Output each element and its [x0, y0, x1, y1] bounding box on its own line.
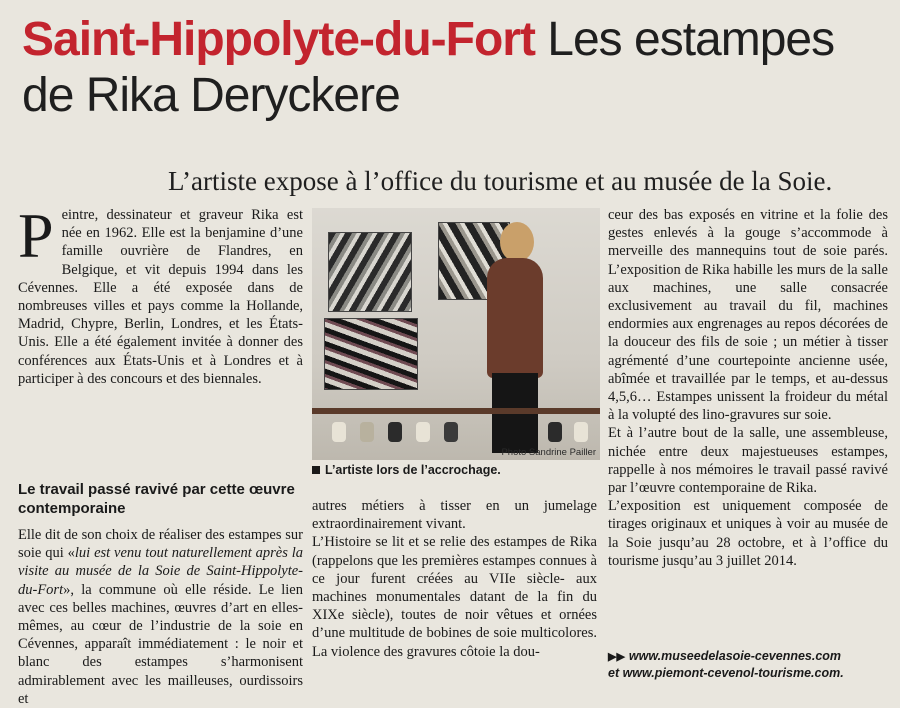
col3-paragraph-3: L’exposition est uniquement composée de tirages originaux et uniques à voir au musée de la Soie jusqu’au 28 octobre, et à l’office du tourisme jusqu’au 3 juillet 2014. — [608, 498, 888, 569]
section-quote: lui est venu tout naturellement après la visite au musée de la Soie de Saint-Hippolyte-du-Fort — [18, 545, 303, 598]
link-tourism[interactable]: et www.piemont-cevenol-tourisme.com. — [608, 666, 844, 680]
headline — [22, 12, 882, 124]
col3-paragraph-2: Et à l’autre bout de la salle, une assembleuse, nichée entre deux majestueuses estampes, rappelle à nos mémoires le travail passé ravivé par l’œuvre contemporaine de Rika. — [608, 425, 888, 497]
column-2 — [312, 497, 597, 661]
section-text-after-quote: », la commune où elle réside. Le lien avec ces belles machines, œuvres d’art en elles-mêmes, au cœur de l’industrie de la soie en Cévennes, apparaît immédiatement : le noir et blanc des estampes s’harmonisent admirablement avec les mailleuses, ourdissoirs et — [18, 581, 303, 707]
headline-title: Les estampes de Rika Deryckere — [22, 13, 835, 122]
photo-caption-text: L’artiste lors de l’accrochage. — [325, 463, 501, 477]
link-museum[interactable]: ▶▶ www.museedelasoie-cevennes.com — [608, 649, 842, 663]
spool — [444, 422, 458, 442]
col2-paragraph-2: L’Histoire se lit et se relie des estampes de Rika (rappelons que les premières estampes connues à ce jour furent créées au VIIe siècle- aux machines monumentales datant de la fin du XIXe siècle), toutes de noir vêtues et ornées d’une multitude de bobines de soie multicolores. La violence des gravures côtoie la dou- — [312, 534, 597, 660]
intro-paragraph — [18, 200, 303, 388]
caption-bullet-icon — [312, 466, 320, 474]
section-text-before-quote: Elle dit de son choix de réaliser des estampes sur soie qui « — [18, 527, 303, 562]
drop-cap: P — [18, 200, 54, 271]
spool — [388, 422, 402, 442]
artist-photo — [312, 208, 600, 460]
arrow-icon: ▶▶ — [608, 651, 625, 663]
column-3 — [608, 206, 888, 570]
headline-place: Saint-Hippolyte-du-Fort — [22, 13, 535, 66]
print-artwork-1 — [328, 232, 412, 312]
artist-head — [500, 222, 534, 262]
spool — [416, 422, 430, 442]
col2-paragraph-1: autres métiers à tisser en un jumelage extraordinairement vivant. — [312, 498, 597, 533]
section-paragraph — [18, 526, 303, 708]
website-links — [608, 648, 893, 681]
loom-rail — [312, 408, 600, 414]
section-title: Le travail passé ravivé par cette œuvre contemporaine — [18, 481, 295, 517]
subheadline: L’artiste expose à l’office du tourisme et au musée de la Soie. — [168, 166, 833, 196]
spool — [332, 422, 346, 442]
spool — [574, 422, 588, 442]
artist-body — [487, 258, 543, 378]
spool — [360, 422, 374, 442]
col3-paragraph-1: ceur des bas exposés en vitrine et la folie des gestes enlevés à la gouge s’accommode à merveille des mannequins tout de soie parés. L’exposition de Rika habille les murs de la salle aux machines, une salle consacrée exclusivement au travail du fil, machines endormies aux engrenages au repos décorées de la douceur des fils de soie ; un métier à tisser agrémenté d’une courtepointe ancienne usée, abîmée et travaillée par le temps, et au-dessus 4,5,6… Estampes unissent la froideur du métal à la volupté des lino-gravures sur soie. — [608, 207, 888, 424]
intro-text: eintre, dessinateur et graveur Rika est née en 1962. Elle est la benjamine d’une famille ouvrière de Flandres, en Belgique, et vit depuis 1994 dans les Cévennes. Elle a été exposée dans de nombreuses villes et pays comme la Hollande, Madrid, Chypre, Berlin, Londres, et les États-Unis. Elle a été également invitée à donner des conférences aux États-Unis et à Londres et à participer à des concours et des biennales. — [18, 207, 303, 387]
photo-credit: Photo Sandrine Pailler — [501, 447, 596, 458]
column-1-section — [18, 480, 303, 708]
spool — [548, 422, 562, 442]
column-1-intro — [18, 200, 303, 388]
print-artwork-3 — [324, 318, 418, 390]
photo-caption — [312, 462, 600, 478]
